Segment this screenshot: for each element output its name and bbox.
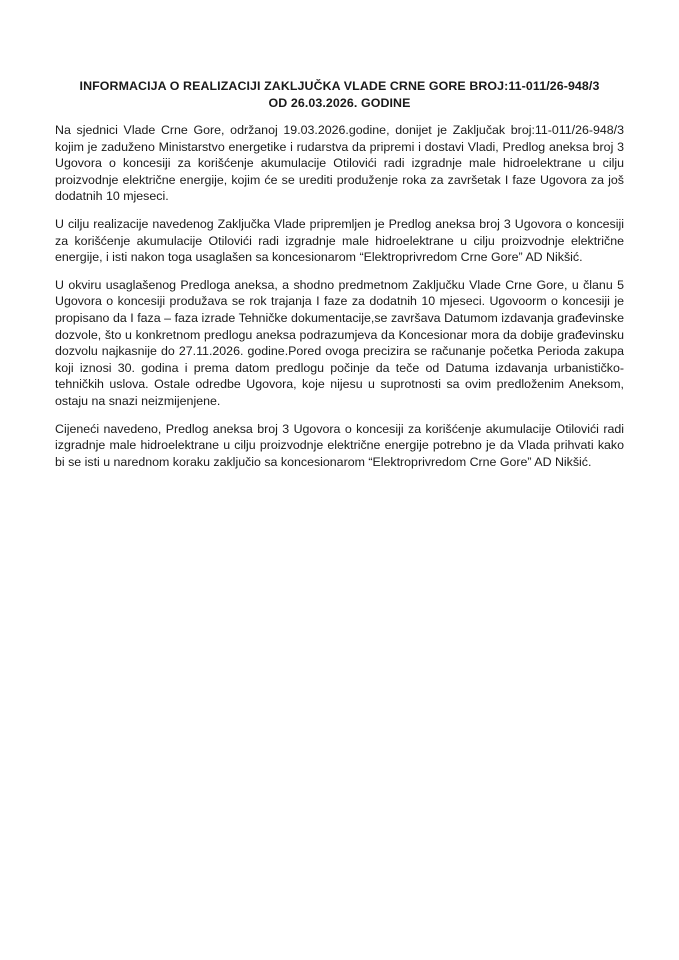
paragraph-1: Na sjednici Vlade Crne Gore, održanoj 19.03.2026.godine, donijet je Zaključak broj:11-011/26-948/3 kojim je zaduženo Ministarstvo energetike i rudarstva da pripremi i dostavi Vladi, Predlog aneksa broj 3 Ugovora o koncesiji za korišćenje akumulacije Otilovići radi izgradnje male hidroelektrane u cilju proizvodnje električne energije, kojim će se urediti produženje roka za završetak I faze Ugovora za još dodatnih 10 mjeseci. — [55, 123, 624, 204]
title-line-2: OD 26.03.2026. GODINE — [268, 95, 411, 110]
paragraph-3: U okviru usaglašenog Predloga aneksa, a shodno predmetnom Zaključku Vlade Crne Gore, u članu 5 Ugovora o koncesiji produžava se rok trajanja I faze za dodatnih 10 mjeseci. Ugovoorm o koncesiji je propisano da I faza – faza izrade Tehničke dokumentacije,se završava Datumom izdavanja građevinske dozvole, što u konkretnom predlogu aneksa podrazumjeva da Koncesionar mora da dobije građevinsku dozvolu najkasnije do 27.11.2026. godine.Pored ovoga precizira se računanje početka Perioda zakupa koji iznosi 30. godina i prema datom predlogu počinje da teče od Datuma izdavanja urbanističko-tehničkih uslova. Ostale odredbe Ugovora, koje nijesu u suprotnosti sa ovim predloženim Aneksom, ostaju na snazi neizmijenjene. — [55, 277, 624, 408]
document-title — [55, 78, 624, 111]
paragraph-4: Cijeneći navedeno, Predlog aneksa broj 3 Ugovora o koncesiji za korišćenje akumulacije Otilovići radi izgradnje male hidroelektrane u cilju proizvodnje električne energije potrebno je da Vlada prihvati kako bi se isti u narednom koraku zaključio sa koncesionarom “Elektroprivredom Crne Gore” AD Nikšić. — [55, 421, 624, 469]
title-line-1: INFORMACIJA O REALIZACIJI ZAKLJUČKA VLADE CRNE GORE BROJ:11-011/26-948/3 — [79, 79, 600, 93]
document-page — [55, 78, 624, 481]
paragraph-2: U cilju realizacije navedenog Zaključka Vlade pripremljen je Predlog aneksa broj 3 Ugovora o koncesiji za korišćenje akumulacije Otilovići radi izgradnje male hidroelektrane u cilju proizvodnje električne energije, i isti nakon toga usaglašen sa koncesionarom “Elektroprivredom Crne Gore” AD Nikšić. — [55, 216, 624, 265]
